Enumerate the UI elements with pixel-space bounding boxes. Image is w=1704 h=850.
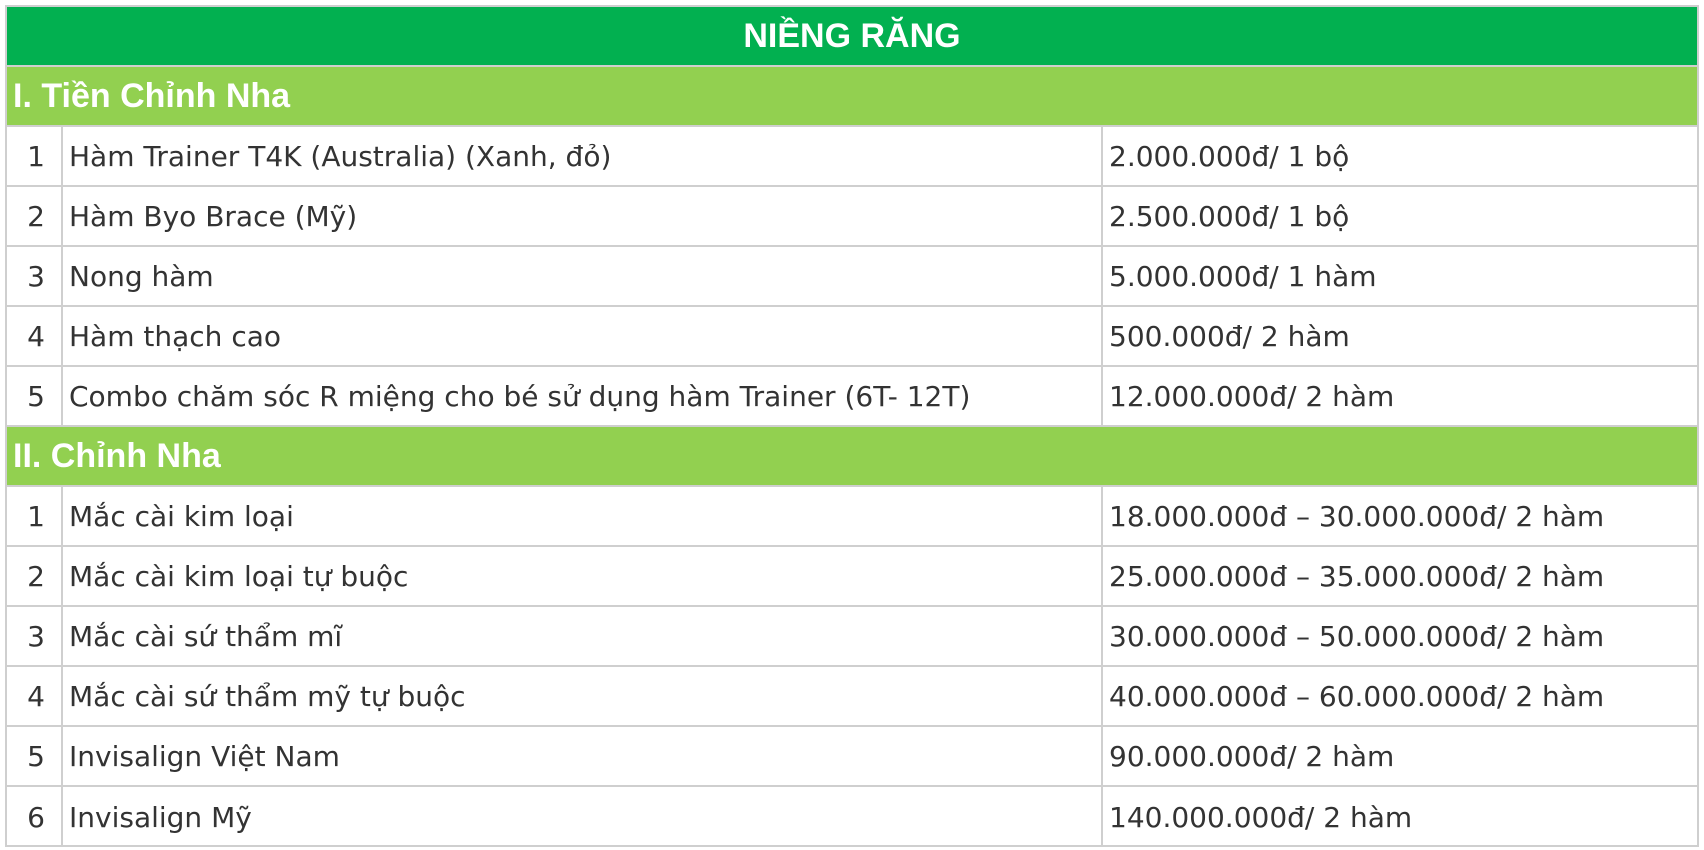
service-name: Invisalign Việt Nam	[63, 727, 1103, 785]
table-row	[7, 487, 1697, 547]
service-name: Mắc cài kim loại tự buộc	[63, 547, 1103, 605]
row-number: 3	[7, 607, 63, 665]
service-price: 25.000.000đ – 35.000.000đ/ 2 hàm	[1109, 559, 1605, 593]
section-heading-pre-orthodontics: I. Tiền Chỉnh Nha	[7, 67, 1697, 127]
table-row	[7, 247, 1697, 307]
row-number: 4	[7, 667, 63, 725]
service-name: Mắc cài sứ thẩm mỹ tự buộc	[63, 667, 1103, 725]
price-table	[5, 5, 1699, 847]
service-name: Combo chăm sóc R miệng cho bé sử dụng hàm Trainer (6T- 12T)	[63, 367, 1103, 425]
table-row	[7, 667, 1697, 727]
table-row	[7, 787, 1697, 847]
table-row	[7, 127, 1697, 187]
service-price: 500.000đ/ 2 hàm	[1109, 319, 1350, 353]
service-price: 18.000.000đ – 30.000.000đ/ 2 hàm	[1109, 499, 1605, 533]
service-price: 40.000.000đ – 60.000.000đ/ 2 hàm	[1109, 679, 1605, 713]
service-price: 2.500.000đ/ 1 bộ	[1109, 199, 1350, 233]
table-row	[7, 187, 1697, 247]
row-number: 4	[7, 307, 63, 365]
service-name: Hàm Byo Brace (Mỹ)	[63, 187, 1103, 245]
row-number: 2	[7, 187, 63, 245]
row-number: 1	[7, 487, 63, 545]
service-price: 2.000.000đ/ 1 bộ	[1109, 139, 1350, 173]
service-price: 90.000.000đ/ 2 hàm	[1109, 739, 1395, 773]
service-name: Nong hàm	[63, 247, 1103, 305]
service-name: Mắc cài sứ thẩm mĩ	[63, 607, 1103, 665]
table-row	[7, 727, 1697, 787]
service-name: Hàm Trainer T4K (Australia) (Xanh, đỏ)	[63, 127, 1103, 185]
service-name: Invisalign Mỹ	[63, 787, 1103, 847]
row-number: 5	[7, 727, 63, 785]
table-row	[7, 307, 1697, 367]
row-number: 5	[7, 367, 63, 425]
row-number: 6	[7, 787, 63, 847]
table-row	[7, 547, 1697, 607]
row-number: 3	[7, 247, 63, 305]
service-price: 5.000.000đ/ 1 hàm	[1109, 259, 1377, 293]
table-row	[7, 607, 1697, 667]
service-name: Hàm thạch cao	[63, 307, 1103, 365]
table-title: NIỀNG RĂNG	[7, 7, 1697, 67]
service-price: 30.000.000đ – 50.000.000đ/ 2 hàm	[1109, 619, 1605, 653]
section-heading-orthodontics: II. Chỉnh Nha	[7, 427, 1697, 487]
service-price: 140.000.000đ/ 2 hàm	[1109, 800, 1413, 834]
row-number: 2	[7, 547, 63, 605]
row-number: 1	[7, 127, 63, 185]
table-row	[7, 367, 1697, 427]
service-price: 12.000.000đ/ 2 hàm	[1109, 379, 1395, 413]
service-name: Mắc cài kim loại	[63, 487, 1103, 545]
